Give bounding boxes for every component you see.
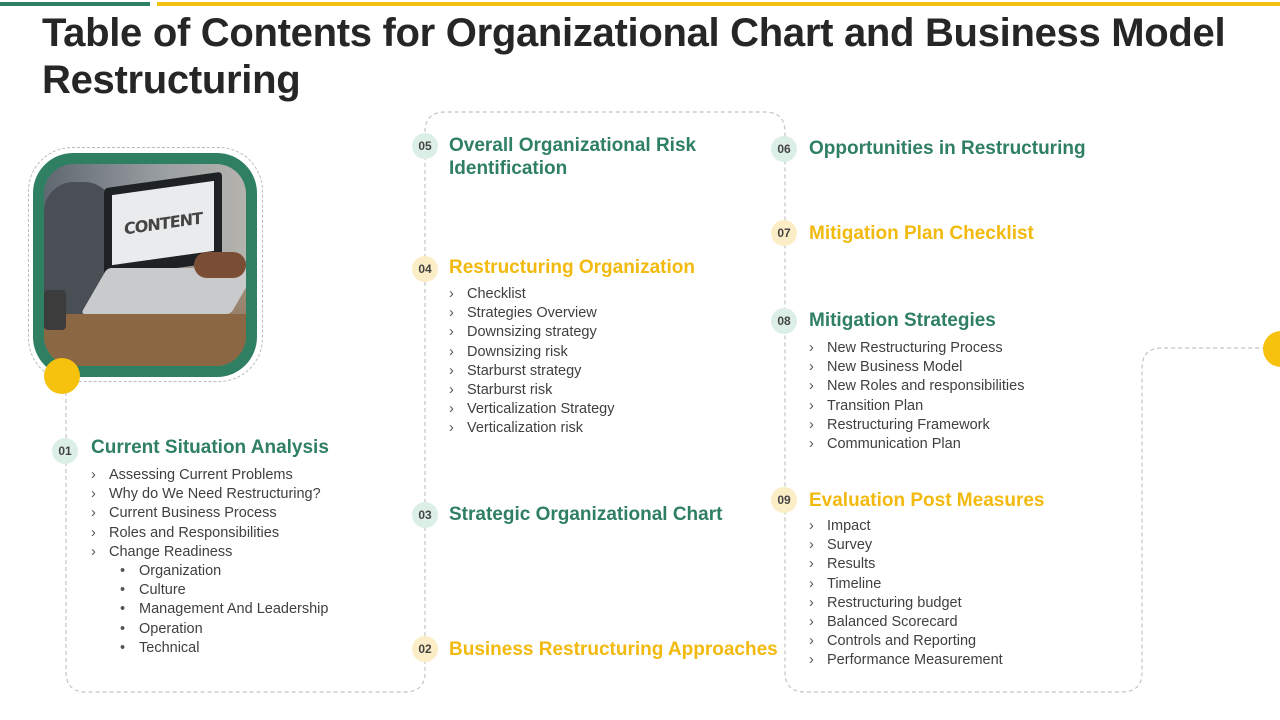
sub-list-item: • Culture [91, 581, 328, 600]
page-title: Table of Contents for Organizational Chart and Business Model Restructuring [42, 11, 1226, 102]
list-item: › Balanced Scorecard [809, 613, 1003, 632]
section-list-09 [809, 517, 1003, 671]
section-number-05: 05 [412, 133, 438, 159]
section-list-08 [809, 339, 1024, 454]
list-item: › Starburst risk [449, 381, 615, 400]
list-item: › Assessing Current Problems [91, 466, 328, 485]
section-number-07: 07 [771, 220, 797, 246]
sub-list-item: • Operation [91, 620, 328, 639]
section-number-09: 09 [771, 487, 797, 513]
list-item: › Verticalization Strategy [449, 400, 615, 419]
list-item: › New Business Model [809, 358, 1024, 377]
list-item: › New Restructuring Process [809, 339, 1024, 358]
list-item: › Change Readiness [91, 543, 328, 562]
section-title-09[interactable]: Evaluation Post Measures [809, 490, 1045, 511]
list-item: › Restructuring budget [809, 594, 1003, 613]
sub-list-item: • Management And Leadership [91, 600, 328, 619]
list-item: › Survey [809, 536, 1003, 555]
section-title-07[interactable]: Mitigation Plan Checklist [809, 223, 1034, 244]
section-number-06: 06 [771, 136, 797, 162]
list-item: › New Roles and responsibilities [809, 377, 1024, 396]
laptop-screen-text: CONTENT [124, 208, 202, 238]
list-item: › Strategies Overview [449, 304, 615, 323]
list-item: › Impact [809, 517, 1003, 536]
section-title-04[interactable]: Restructuring Organization [449, 257, 695, 278]
section-title-03[interactable]: Strategic Organizational Chart [449, 504, 723, 525]
list-item: › Restructuring Framework [809, 416, 1024, 435]
section-number-08: 08 [771, 308, 797, 334]
list-item: › Controls and Reporting [809, 632, 1003, 651]
list-item: › Downsizing risk [449, 343, 615, 362]
section-title-06[interactable]: Opportunities in Restructuring [809, 138, 1086, 159]
list-item: › Current Business Process [91, 504, 328, 523]
sub-list-item: • Organization [91, 562, 328, 581]
section-title-05[interactable]: Overall Organizational Risk Identification [449, 135, 697, 179]
section-number-04: 04 [412, 256, 438, 282]
list-item: › Downsizing strategy [449, 323, 615, 342]
photo-frame [33, 153, 257, 377]
section-title-08[interactable]: Mitigation Strategies [809, 310, 996, 331]
section-title-01[interactable]: Current Situation Analysis [91, 437, 329, 458]
laptop-photo [44, 164, 246, 366]
list-item: › Roles and Responsibilities [91, 524, 328, 543]
section-number-02: 02 [412, 636, 438, 662]
list-item: › Verticalization risk [449, 419, 615, 438]
section-number-03: 03 [412, 502, 438, 528]
sub-list-item: • Technical [91, 639, 328, 658]
list-item: › Checklist [449, 285, 615, 304]
list-item: › Results [809, 555, 1003, 574]
list-item: › Starburst strategy [449, 362, 615, 381]
section-number-01: 01 [52, 438, 78, 464]
section-list-04 [449, 285, 615, 439]
section-list-01 [91, 466, 328, 658]
section-title-02[interactable]: Business Restructuring Approaches [449, 639, 778, 660]
list-item: › Performance Measurement [809, 651, 1003, 670]
list-item: › Why do We Need Restructuring? [91, 485, 328, 504]
list-item: › Transition Plan [809, 397, 1024, 416]
yellow-dot-start [44, 358, 80, 394]
list-item: › Timeline [809, 575, 1003, 594]
list-item: › Communication Plan [809, 435, 1024, 454]
